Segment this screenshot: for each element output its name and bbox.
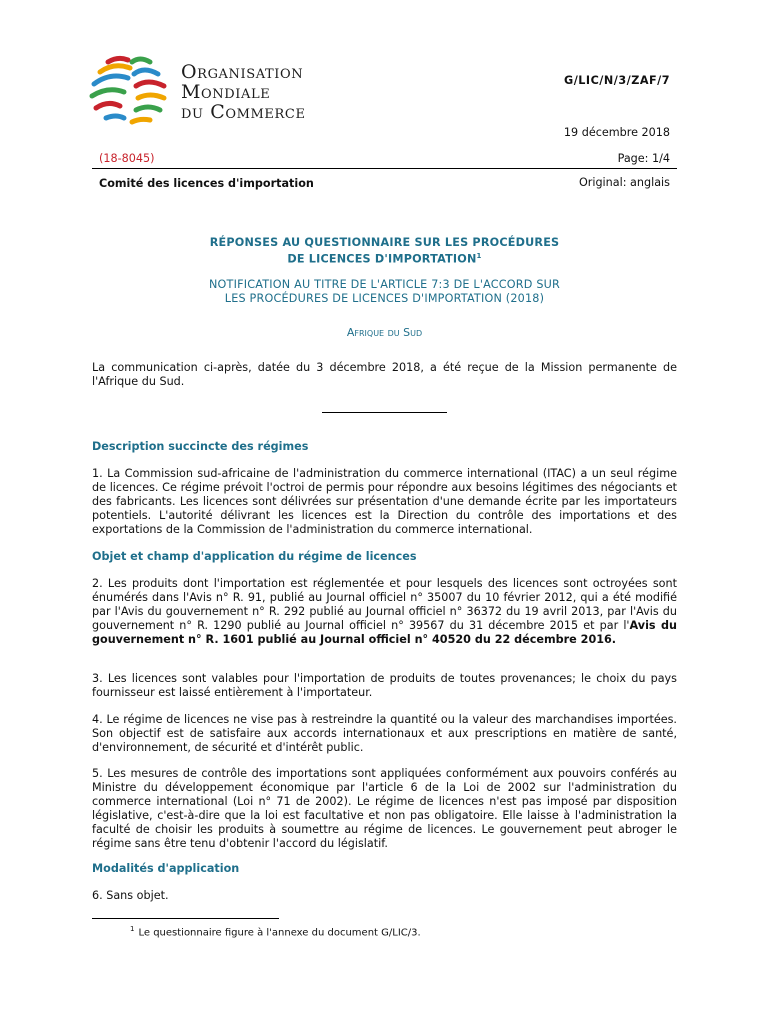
paragraph-6: 6. Sans objet. <box>92 889 169 902</box>
title-line-2 <box>92 250 677 266</box>
footnote-text: Le questionnaire figure à l'annexe du document G/LIC/3. <box>138 927 421 939</box>
document-symbol: G/LIC/N/3/ZAF/7 <box>564 74 670 87</box>
heading-scope: Objet et champ d'application du régime de licences <box>92 550 417 563</box>
paragraph-2 <box>92 577 677 647</box>
page-number: Page: 1/4 <box>617 152 670 165</box>
organisation-name <box>181 62 306 122</box>
document-subtitle <box>92 278 677 306</box>
subtitle-line-2: LES PROCÉDURES DE LICENCES D'IMPORTATION (2018) <box>224 292 545 305</box>
committee-name: Comité des licences d'importation <box>99 177 314 190</box>
wto-logo-icon <box>88 52 170 130</box>
document-date: 19 décembre 2018 <box>563 126 670 139</box>
intro-paragraph: La communication ci-après, datée du 3 décembre 2018, a été reçue de la Mission permanente de l'Afrique du Sud. <box>92 361 677 388</box>
country-name <box>92 326 677 339</box>
paragraph-1: 1. La Commission sud-africaine de l'administration du commerce international (ITAC) a un seul régime de licences. Ce régime prévoit l'octroi de permis pour répondre aux besoins légitimes des négociants et des fabricants. Les licences sont délivrées sur présentation d'une demande écrite par les importateurs potentiels. L'autorité délivrant les licences est la Direction du contrôle des importations et des exportations de la Commission de l'administration du commerce international. <box>92 467 677 536</box>
paragraph-3: 3. Les licences sont valables pour l'importation de produits de toutes provenances; le choix du pays fournisseur est laissé entièrement à l'importateur. <box>92 672 677 699</box>
paragraph-5: 5. Les mesures de contrôle des importations sont appliquées conformément aux pouvoirs conférés au Ministre du développement économique par l'article 6 de la Loi de 2002 sur l'administration du commerce international (Loi n° 71 de 2002). Le régime de licences n'est pas imposé par disposition législative, c'est-à-dire que la loi est facultative et non pas obligatoire. Elle laisse à l'administration la faculté de choisir les produits à soumettre au régime de licences. Le gouvernement peut abroger le régime sans être tenu d'obtenir l'accord du législatif. <box>92 767 677 850</box>
org-line-2: Mondiale <box>181 81 271 103</box>
footnote <box>130 925 421 938</box>
separator-line <box>322 412 447 413</box>
paragraph-2-end: . <box>611 633 617 646</box>
title-line-1: RÉPONSES AU QUESTIONNAIRE SUR LES PROCÉDURES <box>209 236 560 249</box>
org-line-1: Organisation <box>181 61 304 83</box>
footnote-mark: 1 <box>476 251 482 260</box>
document-title <box>92 236 677 266</box>
org-line-3: du Commerce <box>181 101 306 123</box>
paragraph-2-bold: Avis du gouvernement n° R. 1601 publié au Journal officiel n° 40520 du 22 décembre 2016 <box>92 619 677 646</box>
title-line-2-text: DE LICENCES D'IMPORTATION <box>287 252 477 266</box>
subtitle-line-1: NOTIFICATION AU TITRE DE L'ARTICLE 7:3 DE L'ACCORD SUR <box>208 278 561 291</box>
header-divider <box>92 168 677 169</box>
heading-modalities: Modalités d'application <box>92 862 240 875</box>
country-label: Afrique du Sud <box>346 326 423 339</box>
heading-description: Description succincte des régimes <box>92 440 309 453</box>
paragraph-4: 4. Le régime de licences ne vise pas à restreindre la quantité ou la valeur des marchandises importées. Son objectif est de satisfaire aux accords internationaux et aux prescriptions en matière de santé, d'environnement, de sécurité et d'intérêt public. <box>92 713 677 754</box>
footnote-divider <box>92 918 279 919</box>
document-reference: (18-8045) <box>99 152 155 165</box>
paragraph-2-text: 2. Les produits dont l'importation est réglementée et pour lesquels des licences sont octroyées sont énumérés dans l'Avis n° R. 91, publié au Journal officiel n° 35007 du 10 février 2012, qui a été modifié par l'Avis du gouvernement n° R. 292 publié au Journal officiel n° 36372 du 19 avril 2013, par l'Avis du gouvernement n° R. 1290 publié au Journal officiel n° 39567 du 31 décembre 2015 et par l' <box>92 577 677 632</box>
original-language: Original: anglais <box>578 176 670 189</box>
footnote-number: 1 <box>130 925 135 933</box>
